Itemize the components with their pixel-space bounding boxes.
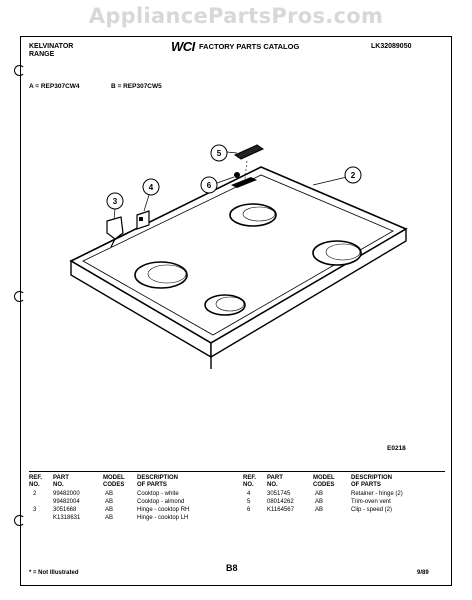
table-top-rule — [29, 471, 445, 472]
burner-opening — [135, 262, 187, 288]
part-description: Hinge - cooktop RH — [137, 507, 190, 513]
callout-5 — [211, 145, 227, 161]
header-desc: DESCRIPTION OF PARTS — [137, 475, 179, 488]
part-description: Cooktop - white — [137, 491, 179, 497]
model-code: AB — [315, 507, 324, 513]
diagram-code: E0218 — [387, 445, 406, 452]
callout-2 — [345, 167, 361, 183]
model-a: A = REP307CW4 — [29, 83, 80, 90]
burner-opening — [205, 295, 245, 315]
model-code: AB — [105, 499, 114, 505]
part-description: Hinge - cooktop LH — [137, 515, 189, 521]
part-no: 08014262 — [267, 499, 294, 505]
header-part: PART NO. — [267, 475, 283, 488]
binder-hole — [14, 291, 25, 302]
trim-oven-vent — [235, 145, 263, 159]
speed-clip — [234, 172, 240, 178]
footnote: * = Not Illustrated — [29, 570, 79, 576]
wci-logo: WCI — [171, 39, 195, 54]
callout-3 — [107, 193, 123, 209]
ref-no: 3 — [33, 507, 37, 513]
model-code: AB — [315, 491, 324, 497]
header-desc: DESCRIPTION OF PARTS — [351, 475, 393, 488]
brand-label: KELVINATOR — [29, 43, 74, 50]
part-description: Cooktop - almond — [137, 499, 185, 505]
callout-2-label: 2 — [350, 171, 356, 180]
catalog-title: FACTORY PARTS CATALOG — [199, 42, 300, 51]
model-code: AB — [105, 491, 114, 497]
ref-no: 2 — [33, 491, 37, 497]
ref-no: 6 — [247, 507, 251, 513]
product-label: RANGE — [29, 51, 55, 58]
binder-hole — [14, 515, 25, 526]
part-no: K1164567 — [267, 507, 294, 513]
part-no: 3051745 — [267, 491, 291, 497]
callout-3-label: 3 — [112, 197, 118, 206]
part-no: 99482000 — [53, 491, 80, 497]
cooktop-exploded-diagram — [51, 107, 421, 377]
watermark: AppliancePartsPros.com — [88, 4, 384, 28]
callout-6 — [201, 177, 217, 193]
ref-no: 5 — [247, 499, 251, 505]
parts-catalog-sheet — [20, 36, 452, 586]
model-code: AB — [315, 499, 324, 505]
callout-6-label: 6 — [206, 181, 212, 190]
header-part: PART NO. — [53, 475, 69, 488]
part-description: Trim-oven vent — [351, 499, 391, 505]
callout-4-label: 4 — [148, 183, 154, 192]
part-no: 3051668 — [53, 507, 77, 513]
callout-5-label: 5 — [216, 149, 222, 158]
callout-4 — [143, 179, 159, 195]
part-description: Clip - speed (2) — [351, 507, 393, 513]
header-model: MODEL CODES — [103, 475, 125, 488]
part-no: 99482004 — [53, 499, 80, 505]
header-ref: REF. NO. — [29, 475, 43, 488]
model-b: B = REP307CW5 — [111, 83, 162, 90]
header-model: MODEL CODES — [313, 475, 335, 488]
revision-date: 9/89 — [417, 570, 429, 576]
model-code: AB — [105, 515, 114, 521]
part-description: Retainer - hinge (2) — [351, 491, 403, 497]
ref-no: 4 — [247, 491, 251, 497]
binder-hole — [14, 65, 25, 76]
part-no: K1318631 — [53, 515, 81, 521]
catalog-number: LK32089050 — [371, 43, 412, 50]
header-ref: REF. NO. — [243, 475, 257, 488]
page-number: B8 — [226, 563, 238, 573]
model-code: AB — [105, 507, 114, 513]
